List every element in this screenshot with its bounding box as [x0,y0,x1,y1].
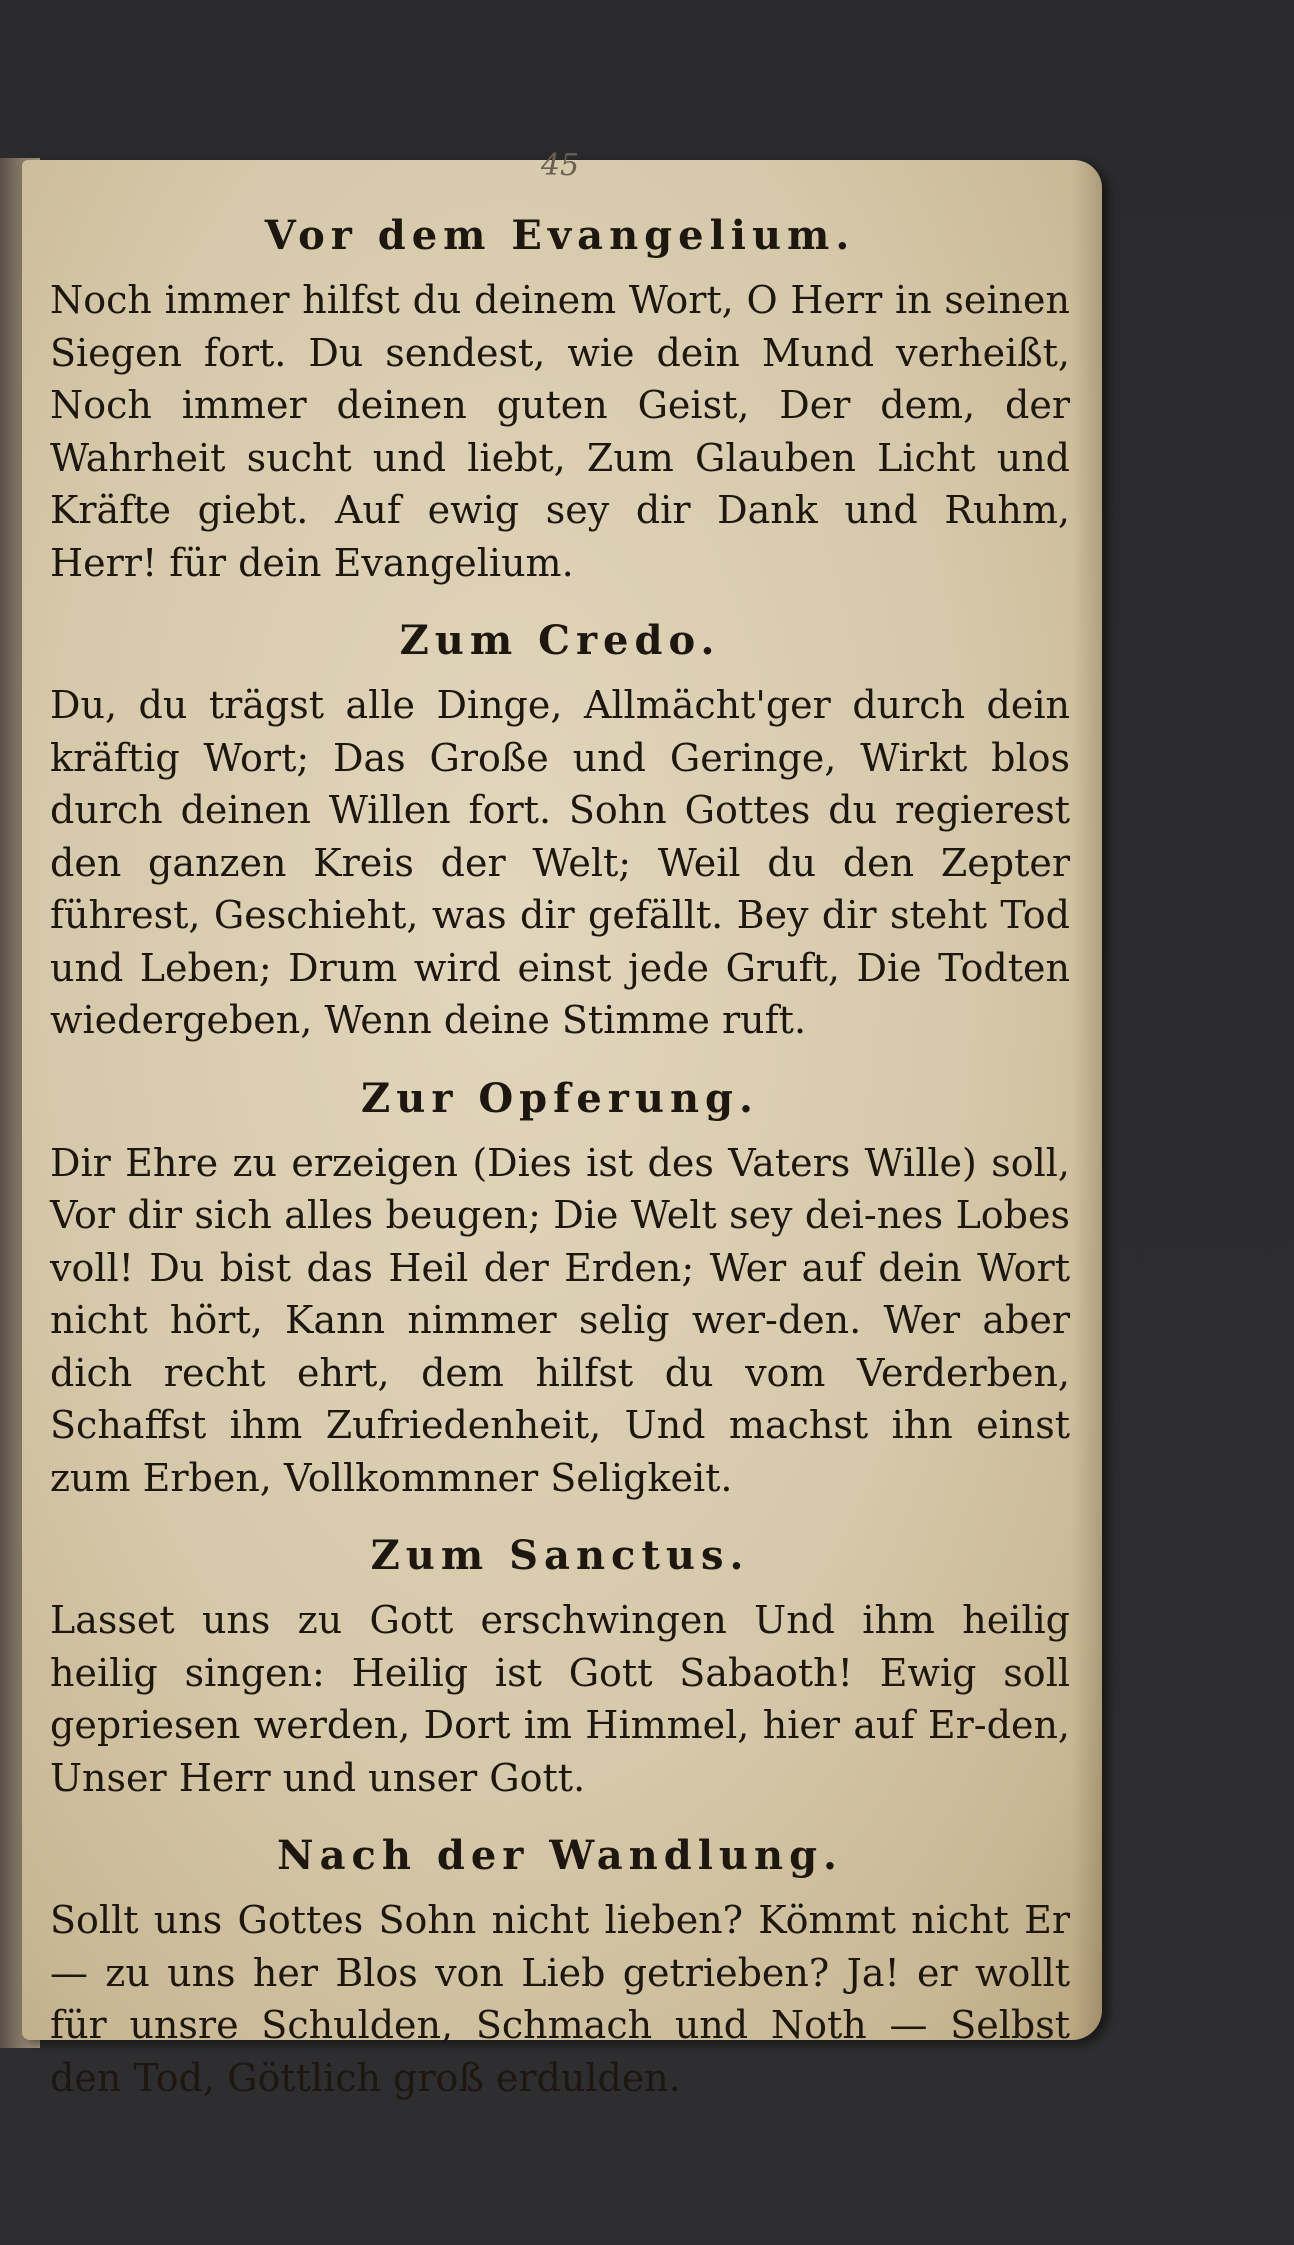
section-heading: Vor dem Evangelium. [264,212,856,259]
section-heading: Nach der Wandlung. [277,1832,843,1879]
section-text: Noch immer hilfst du deinem Wort, O Herr in seinen Siegen fort. Du sendest, wie dein Mund verheißt, Noch immer deinen guten Geist, Der dem, der Wahrheit sucht und liebt, Zum Glauben Licht und Kräfte giebt. Auf ewig sey dir Dank und Ruhm, Herr! für dein Evangelium. [50,278,1070,585]
section-zur-opferung [50,1071,1070,1505]
section-text: Du, du trägst alle Dinge, Allmächt'ger durch dein kräftig Wort; Das Große und Geringe, Wirkt blos durch deinen Willen fort. Sohn Gottes du regierest den ganzen Kreis der Welt; Weil du den Zepter führest, Geschieht, was dir gefällt. Bey dir steht Tod und Leben; Drum wird einst jede Gruft, Die Todten wiedergeben, Wenn deine Stimme ruft. [50,683,1070,1042]
section-heading: Zur Opferung. [361,1074,759,1122]
section-vor-dem-evangelium [50,208,1070,589]
page-content [50,208,1070,2128]
section-heading: Zum Sanctus. [370,1532,750,1579]
section-zum-credo [50,613,1070,1047]
section-text: Lasset uns zu Gott erschwingen Und ihm heilig heilig singen: Heilig ist Gott Sabaoth! Ewig soll gepriesen werden, Dort im Himmel, hier auf Er-den, Unser Herr und unser Gott. [50,1598,1070,1800]
section-zum-sanctus [50,1528,1070,1804]
page-number: 45 [540,148,580,183]
section-nach-der-wandlung [50,1828,1070,2104]
section-text: Dir Ehre zu erzeigen (Dies ist des Vaters Wille) soll, Vor dir sich alles beugen; Die Welt sey dei-nes Lobes voll! Du bist das Heil der Erden; Wer auf dein Wort nicht hört, Kann nimmer selig wer-den. Wer aber dich recht ehrt, dem hilfst du vom Verderben, Schaffst ihm Zufriedenheit, Und machst ihn einst zum Erben, Vollkommner Seligkeit. [50,1140,1070,1500]
section-text: Sollt uns Gottes Sohn nicht lieben? Kömmt nicht Er — zu uns her Blos von Lieb getrieben? Ja! er wollt für unsre Schulden, Schmach und Noth — Selbst den Tod, Göttlich groß erdulden. [50,1898,1070,2100]
section-heading: Zum Credo. [399,617,721,664]
